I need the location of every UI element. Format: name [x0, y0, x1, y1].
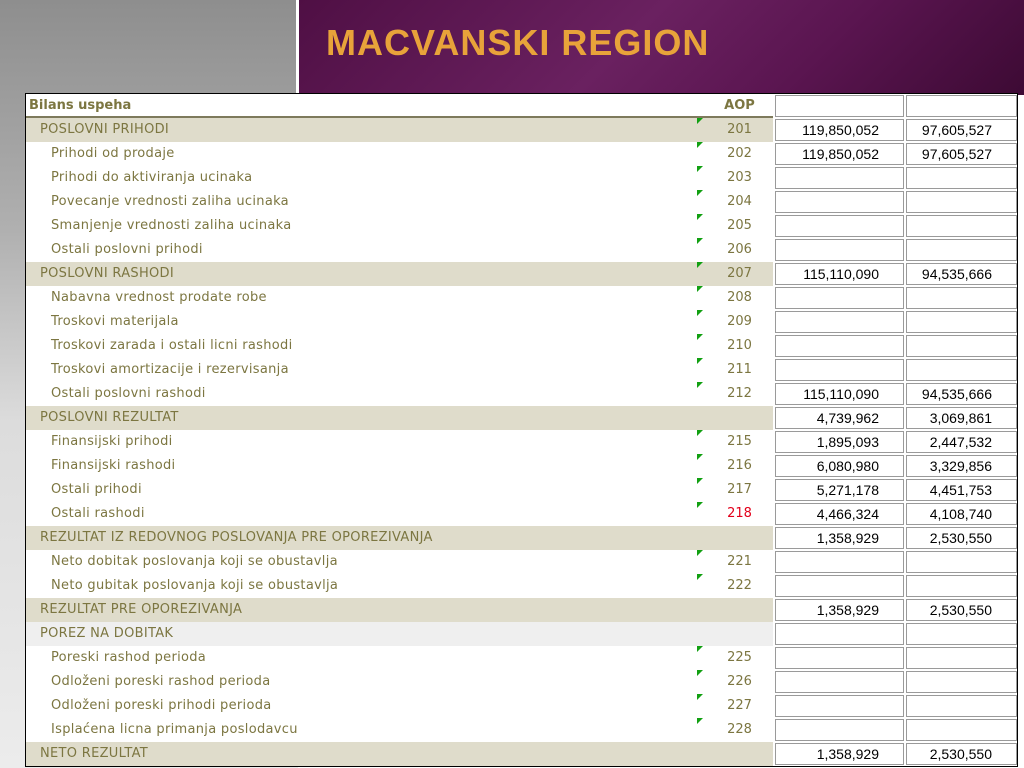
row-label-area — [26, 190, 773, 214]
row-aop-code: 222 — [727, 578, 752, 593]
row-label: Prihodi do aktiviranja ucinaka — [51, 170, 253, 185]
row-value-current[interactable] — [775, 215, 904, 237]
row-label-area — [26, 286, 773, 310]
row-value-previous[interactable]: 97,605,527 — [906, 143, 1017, 165]
row-label: Ostali poslovni prihodi — [51, 242, 203, 257]
table-row — [26, 190, 1017, 214]
row-aop-code: 206 — [727, 242, 752, 257]
comment-marker-icon — [697, 478, 703, 484]
comment-marker-icon — [697, 334, 703, 340]
row-label-area — [26, 406, 773, 430]
row-label: Troskovi amortizacije i rezervisanja — [51, 362, 289, 377]
row-label: Isplaćena licna primanja poslodavcu — [51, 722, 298, 737]
row-label-area — [26, 214, 773, 238]
comment-marker-icon — [697, 214, 703, 220]
row-aop-code: 208 — [727, 290, 752, 305]
row-value-previous[interactable] — [906, 311, 1017, 333]
row-label: Neto gubitak poslovanja koji se obustavlja — [51, 578, 339, 593]
row-value-current[interactable]: 1,895,093 — [775, 431, 904, 453]
row-aop-code: 203 — [727, 170, 752, 185]
header-value-cell-1[interactable] — [775, 95, 904, 117]
comment-marker-icon — [697, 646, 703, 652]
row-value-current[interactable]: 115,110,090 — [775, 383, 904, 405]
row-label-area — [26, 646, 773, 670]
row-label: Ostali rashodi — [51, 506, 145, 521]
table-row — [26, 526, 1017, 550]
row-label: Ostali prihodi — [51, 482, 142, 497]
table-row — [26, 382, 1017, 406]
row-aop-code: 202 — [727, 146, 752, 161]
row-value-current[interactable]: 1,358,929 — [775, 599, 904, 621]
row-value-previous[interactable]: 94,535,666 — [906, 383, 1017, 405]
row-value-previous[interactable]: 4,108,740 — [906, 503, 1017, 525]
row-value-previous[interactable] — [906, 719, 1017, 741]
row-value-previous[interactable] — [906, 215, 1017, 237]
row-label-area — [26, 142, 773, 166]
row-value-previous[interactable] — [906, 671, 1017, 693]
row-aop-code: 226 — [727, 674, 752, 689]
row-label: POSLOVNI PRIHODI — [40, 122, 170, 137]
row-value-current[interactable] — [775, 551, 904, 573]
row-aop-code: 210 — [727, 338, 752, 353]
table-row — [26, 550, 1017, 574]
row-aop-code: 216 — [727, 458, 752, 473]
row-label-area — [26, 118, 773, 142]
table-row — [26, 334, 1017, 358]
table-row — [26, 622, 1017, 646]
row-value-current[interactable]: 119,850,052 — [775, 143, 904, 165]
slide-title: MACVANSKI REGION — [326, 22, 710, 63]
row-label: Finansijski prihodi — [51, 434, 173, 449]
row-aop-code: 225 — [727, 650, 752, 665]
row-aop-code: 201 — [727, 122, 752, 137]
row-label-area — [26, 262, 773, 286]
header-value-cell-2[interactable] — [906, 95, 1017, 117]
row-label: Odloženi poreski prihodi perioda — [51, 698, 272, 713]
row-aop-code: 207 — [727, 266, 752, 281]
comment-marker-icon — [697, 550, 703, 556]
row-label-area — [26, 334, 773, 358]
row-label-area — [26, 310, 773, 334]
row-value-previous[interactable]: 2,530,550 — [906, 599, 1017, 621]
comment-marker-icon — [697, 166, 703, 172]
table-row — [26, 670, 1017, 694]
row-label: Odloženi poreski rashod perioda — [51, 674, 271, 689]
table-row — [26, 118, 1017, 142]
row-aop-code: 215 — [727, 434, 752, 449]
row-value-previous[interactable] — [906, 551, 1017, 573]
row-label: Povecanje vrednosti zaliha ucinaka — [51, 194, 289, 209]
row-value-previous[interactable] — [906, 575, 1017, 597]
table-row — [26, 718, 1017, 742]
row-value-previous[interactable] — [906, 335, 1017, 357]
comment-marker-icon — [697, 694, 703, 700]
row-label-area — [26, 622, 773, 646]
row-value-previous[interactable] — [906, 359, 1017, 381]
row-value-current[interactable]: 1,358,929 — [775, 527, 904, 549]
row-value-current[interactable]: 115,110,090 — [775, 263, 904, 285]
row-label-area — [26, 454, 773, 478]
row-label: Smanjenje vrednosti zaliha ucinaka — [51, 218, 292, 233]
comment-marker-icon — [697, 454, 703, 460]
row-label-area — [26, 526, 773, 550]
row-label: Nabavna vrednost prodate robe — [51, 290, 267, 305]
row-value-previous[interactable]: 2,447,532 — [906, 431, 1017, 453]
comment-marker-icon — [697, 382, 703, 388]
row-label-area — [26, 718, 773, 742]
table-row — [26, 646, 1017, 670]
row-value-current[interactable]: 4,739,962 — [775, 407, 904, 429]
comment-marker-icon — [697, 502, 703, 508]
comment-marker-icon — [697, 142, 703, 148]
row-value-current[interactable]: 4,466,324 — [775, 503, 904, 525]
row-value-current[interactable] — [775, 359, 904, 381]
row-value-current[interactable] — [775, 719, 904, 741]
row-value-current[interactable] — [775, 167, 904, 189]
table-header-row — [26, 94, 1017, 118]
row-value-current[interactable] — [775, 623, 904, 645]
table-row — [26, 142, 1017, 166]
comment-marker-icon — [697, 670, 703, 676]
row-value-previous[interactable]: 3,329,856 — [906, 455, 1017, 477]
row-label-area — [26, 574, 773, 598]
row-value-current[interactable] — [775, 647, 904, 669]
row-label-area — [26, 382, 773, 406]
row-aop-code: 221 — [727, 554, 752, 569]
row-label: POSLOVNI RASHODI — [40, 266, 174, 281]
table-row — [26, 454, 1017, 478]
comment-marker-icon — [697, 118, 703, 124]
row-label: Ostali poslovni rashodi — [51, 386, 206, 401]
row-value-current[interactable] — [775, 311, 904, 333]
row-value-current[interactable] — [775, 239, 904, 261]
row-value-current[interactable] — [775, 335, 904, 357]
row-label-area — [26, 430, 773, 454]
comment-marker-icon — [697, 262, 703, 268]
comment-marker-icon — [697, 574, 703, 580]
row-value-previous[interactable]: 4,451,753 — [906, 479, 1017, 501]
row-label: Finansijski rashodi — [51, 458, 176, 473]
row-value-previous[interactable] — [906, 191, 1017, 213]
row-value-previous[interactable]: 94,535,666 — [906, 263, 1017, 285]
row-label: Troskovi zarada i ostali licni rashodi — [51, 338, 293, 353]
row-value-current[interactable]: 119,850,052 — [775, 119, 904, 141]
comment-marker-icon — [697, 310, 703, 316]
row-value-previous[interactable] — [906, 287, 1017, 309]
row-label-area — [26, 598, 773, 622]
comment-marker-icon — [697, 286, 703, 292]
row-aop-code: 212 — [727, 386, 752, 401]
row-label: Poreski rashod perioda — [51, 650, 207, 665]
table-row — [26, 286, 1017, 310]
table-row — [26, 238, 1017, 262]
comment-marker-icon — [697, 358, 703, 364]
row-value-current[interactable] — [775, 671, 904, 693]
row-label-area — [26, 166, 773, 190]
row-label: Troskovi materijala — [51, 314, 179, 329]
row-value-current[interactable]: 5,271,178 — [775, 479, 904, 501]
row-aop-code: 218 — [727, 506, 752, 521]
row-label: REZULTAT IZ REDOVNOG POSLOVANJA PRE OPOREZIVANJA — [40, 530, 433, 545]
table-row — [26, 358, 1017, 382]
row-label-area — [26, 694, 773, 718]
row-label: POREZ NA DOBITAK — [40, 626, 174, 641]
row-aop-code: 217 — [727, 482, 752, 497]
comment-marker-icon — [697, 430, 703, 436]
table-row — [26, 262, 1017, 286]
row-label: Prihodi od prodaje — [51, 146, 175, 161]
row-value-previous[interactable]: 2,530,550 — [906, 527, 1017, 549]
row-value-previous[interactable] — [906, 647, 1017, 669]
header-label-area — [26, 94, 773, 118]
table-row — [26, 166, 1017, 190]
table-row — [26, 742, 1017, 766]
row-label: Neto dobitak poslovanja koji se obustavlja — [51, 554, 338, 569]
row-label: NETO REZULTAT — [40, 746, 149, 761]
table-row — [26, 694, 1017, 718]
row-value-current[interactable] — [775, 575, 904, 597]
row-value-current[interactable] — [775, 695, 904, 717]
header-label: Bilans uspeha — [29, 98, 132, 113]
row-aop-code: 209 — [727, 314, 752, 329]
comment-marker-icon — [697, 190, 703, 196]
table-row — [26, 502, 1017, 526]
row-value-previous[interactable]: 2,530,550 — [906, 743, 1017, 765]
table-row — [26, 478, 1017, 502]
row-value-previous[interactable] — [906, 623, 1017, 645]
table-row — [26, 310, 1017, 334]
row-aop-code: 204 — [727, 194, 752, 209]
row-label-area — [26, 742, 773, 766]
row-value-previous[interactable]: 3,069,861 — [906, 407, 1017, 429]
row-label-area — [26, 358, 773, 382]
row-value-current[interactable]: 6,080,980 — [775, 455, 904, 477]
income-statement-table — [25, 93, 1018, 767]
header-aop: AOP — [724, 98, 755, 113]
row-label-area — [26, 478, 773, 502]
row-value-previous[interactable] — [906, 695, 1017, 717]
table-row — [26, 430, 1017, 454]
row-label-area — [26, 238, 773, 262]
table-row — [26, 214, 1017, 238]
row-value-previous[interactable] — [906, 239, 1017, 261]
table-row — [26, 574, 1017, 598]
row-label: REZULTAT PRE OPOREZIVANJA — [40, 602, 243, 617]
comment-marker-icon — [697, 718, 703, 724]
row-label-area — [26, 670, 773, 694]
row-label-area — [26, 502, 773, 526]
row-label-area — [26, 550, 773, 574]
table-row — [26, 406, 1017, 430]
row-value-previous[interactable] — [906, 167, 1017, 189]
comment-marker-icon — [697, 238, 703, 244]
row-aop-code: 228 — [727, 722, 752, 737]
row-aop-code: 205 — [727, 218, 752, 233]
row-label: POSLOVNI REZULTAT — [40, 410, 179, 425]
row-value-current[interactable] — [775, 287, 904, 309]
table-row — [26, 598, 1017, 622]
row-aop-code: 211 — [727, 362, 752, 377]
row-value-current[interactable]: 1,358,929 — [775, 743, 904, 765]
row-aop-code: 227 — [727, 698, 752, 713]
row-value-previous[interactable]: 97,605,527 — [906, 119, 1017, 141]
row-value-current[interactable] — [775, 191, 904, 213]
